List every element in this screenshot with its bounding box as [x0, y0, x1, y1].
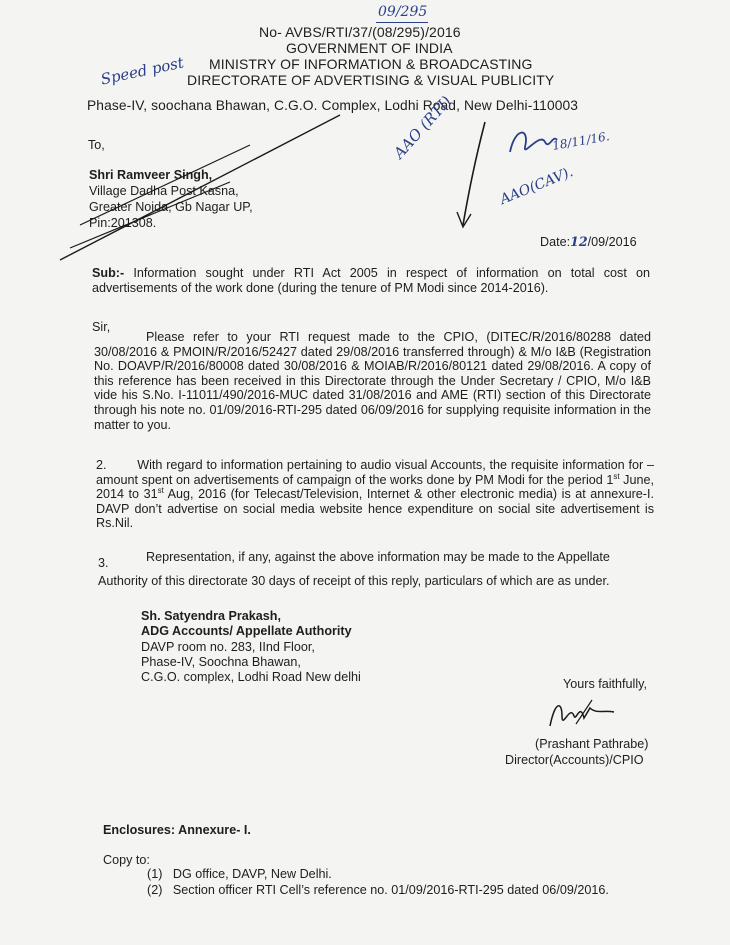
handwritten-aao-rti: AAO (RTI)	[390, 92, 456, 163]
copy-item-num: (2)	[147, 883, 163, 897]
handwritten-speed-post: Speed post	[99, 53, 186, 89]
appellate-addr2: Phase-IV, Soochna Bhawan,	[141, 655, 301, 669]
subject-label: Sub:-	[92, 266, 125, 280]
recipient-name: Shri Ramveer Singh,	[89, 168, 213, 182]
pen-strokes	[40, 110, 380, 270]
handwritten-aao-cav: AAO(CAV).	[497, 164, 576, 208]
file-number: No- AVBS/RTI/37/(08/295)/2016	[259, 24, 461, 40]
pen-arrow	[455, 120, 495, 230]
subject-text: Information sought under RTI Act 2005 in respect of information on total cost on advertisements of the work done (during the tenure of PM Modi since 2014-2016).	[92, 266, 650, 295]
copy-item-text: Section officer RTI Cell’s reference no. 01/09/2016-RTI-295 dated 06/09/2016.	[172, 883, 609, 897]
copy-item-text: DG office, DAVP, New Delhi.	[172, 867, 332, 881]
signature	[540, 696, 620, 736]
para3-number: 3.	[98, 556, 109, 570]
appellate-addr3: C.G.O. complex, Lodhi Road New delhi	[141, 670, 361, 684]
salutation: Sir,	[92, 320, 111, 334]
recipient-line3: Pin:201308.	[89, 216, 157, 230]
ref-underline	[376, 22, 428, 23]
para2-sup2: st	[157, 486, 164, 495]
paragraph-2	[96, 458, 654, 531]
copy-to-item	[147, 867, 332, 882]
paragraph-1: Please refer to your RTI request made to the CPIO, (DITEC/R/2016/80288 dated 30/08/2016 & PMOIN/R/2016/52427 dated 29/08/2016 transferred through) & M/o I&B (Registration No. DOAVP/R/2016/80008 dated 30/08/2016 & MOIAB/R/2016/80121 dated 29/08/2016. A copy of this reference has been received in this Directorate through the Under Secretary / CPIO, M/o I&B vide his S.No. I-11011/490/2016-MUC dated 31/08/2016 and AME (RTI) section of this Directorate through his note no. 01/09/2016-RTI-295 dated 06/09/2016 for supplying requisite information in the matter to you.	[94, 330, 651, 432]
recipient-line2: Greater Noida, Gb Nagar UP,	[89, 200, 253, 214]
enclosures: Enclosures: Annexure- I.	[103, 823, 251, 837]
appellate-addr1: DAVP room no. 283, IInd Floor,	[141, 640, 315, 654]
date-rest: /09/2016	[587, 235, 637, 249]
para2-text-b: June, 2014 to 31	[96, 472, 654, 502]
date-label: Date:	[540, 235, 571, 249]
para2-sup1: st	[613, 471, 620, 481]
directorate-heading: DIRECTORATE OF ADVERTISING & VISUAL PUBLICITY	[187, 72, 555, 88]
copy-to-label: Copy to:	[103, 853, 150, 867]
date-day-handwritten: 12	[570, 234, 588, 249]
appellate-name: Sh. Satyendra Prakash,	[141, 609, 281, 623]
letter-date	[540, 234, 637, 250]
copy-to-item	[147, 883, 609, 898]
signatory-designation: Director(Accounts)/CPIO	[505, 753, 644, 767]
closing: Yours faithfully,	[563, 677, 648, 691]
handwritten-file-ref: 09/295	[378, 4, 428, 20]
para3-line1: Representation, if any, against the above information may be made to the Appellate	[146, 550, 610, 564]
handwritten-date: 18/11/16.	[551, 129, 611, 153]
para3-line2: Authority of this directorate 30 days of receipt of this reply, particulars of which are as under.	[98, 574, 610, 588]
govt-heading: GOVERNMENT OF INDIA	[286, 40, 453, 56]
para2-text-c: Aug, 2016 (for Telecast/Television, Internet & other electronic media) is at annexure-I. DAVP don’t advertise on social media website hence expenditure on social site advertisement is Rs.Nil.	[96, 487, 654, 531]
signatory-name: (Prashant Pathrabe)	[535, 737, 649, 751]
para2-text-a: With regard to information pertaining to audio visual Accounts, the requisite information for –amount spent on advertisements of campaign of the works done by PM Modi for the period 1	[96, 458, 654, 487]
subject-line	[92, 266, 650, 295]
ministry-heading: MINISTRY OF INFORMATION & BROADCASTING	[209, 56, 533, 72]
office-address: Phase-IV, soochana Bhawan, C.G.O. Complex, Lodhi Road, New Delhi-110003	[87, 98, 579, 113]
para2-number: 2.	[96, 458, 107, 472]
appellate-title: ADG Accounts/ Appellate Authority	[141, 624, 352, 638]
to-label: To,	[88, 138, 105, 152]
copy-item-num: (1)	[147, 867, 163, 881]
recipient-line1: Village Dadha Post Kasna,	[89, 184, 239, 198]
